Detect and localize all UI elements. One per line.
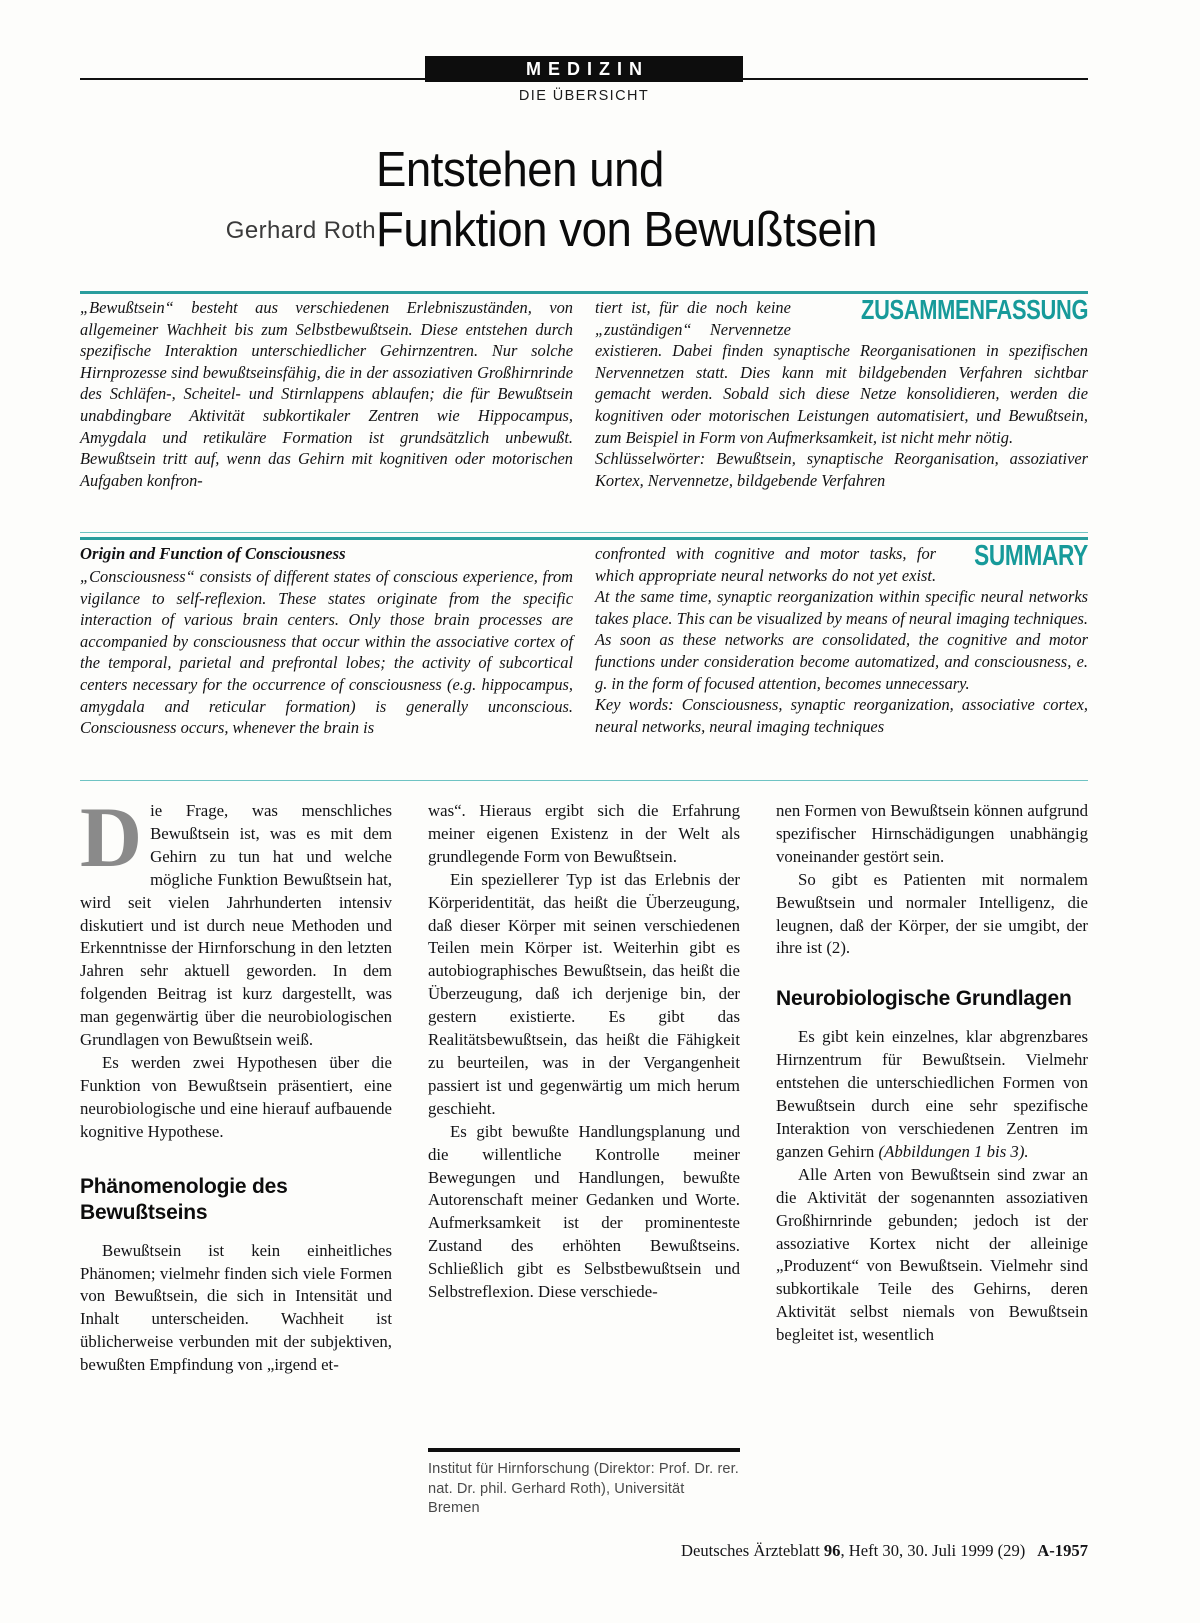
footnote-rule bbox=[428, 1448, 740, 1452]
paragraph: Ein speziellerer Typ ist das Erlebnis der Körperidentität, das heißt die Überzeugung, daß dieser Körper mit seinen verschiedenen Teilen mein Körper ist. Weiterhin gibt es autobiographisches Bewußtsein, das heißt die Überzeugung, daß ich derjenige bin, der gestern existierte. Es gibt das Realitätsbewußtsein, das heißt die Fähigkeit zu beurteilen, was in der Vergangenheit passiert ist und gegenwärtig um mich herum geschieht. bbox=[428, 869, 740, 1118]
drop-cap: D bbox=[80, 789, 143, 885]
paragraph: nen Formen von Bewußtsein können aufgrund spezifischer Hirnschädigungen unabhängig voneinander gestört sein. bbox=[776, 801, 1088, 866]
abstract-en-right-col bbox=[595, 540, 1088, 739]
title-line-2: Funktion von Bewußtsein bbox=[376, 203, 877, 257]
section-heading-phaenomenologie: Phänomenologie des Bewußtseins bbox=[80, 1174, 288, 1224]
folio-number: A-1957 bbox=[1037, 1541, 1088, 1560]
abstract-de-right-col bbox=[595, 294, 1088, 491]
paragraph bbox=[776, 1026, 1088, 1163]
paragraph: was“. Hieraus ergibt sich die Erfahrung meiner eigenen Existenz in der Welt als grundlegende Form von Bewußtsein. bbox=[428, 801, 740, 866]
section-tag: MEDIZIN bbox=[425, 56, 743, 82]
abstract-en-heading: Origin and Function of Consciousness bbox=[80, 544, 346, 563]
institute-footnote bbox=[428, 1448, 740, 1519]
abstract-german bbox=[80, 294, 1088, 491]
page-title bbox=[376, 140, 1088, 260]
abstract-de-bottom-rule bbox=[80, 532, 1088, 533]
article-author: Gerhard Roth bbox=[225, 217, 376, 244]
article-body bbox=[80, 789, 1088, 1500]
abstract-en-right-text: confronted with cognitive and motor tasks, for which appropriate neural networks do not yet exist. At the same time, synaptic reorganization within specific neural networks takes place. This can be visualized by means of neural imaging techniques. As soon as these networks are consolidated, the cognitive and motor functions under consideration become automatized, and consciousness, e. g. in the form of focused attention, becomes unnecessary. bbox=[595, 544, 1088, 693]
zusammenfassung-banner: ZUSAMMENFASSUNG bbox=[860, 294, 1088, 325]
summary-banner: SUMMARY bbox=[974, 540, 1088, 572]
page-footer bbox=[681, 1540, 1088, 1562]
abstract-en-left-col bbox=[80, 543, 573, 739]
paragraph bbox=[80, 789, 392, 1052]
abstract-en-bottom-rule bbox=[80, 780, 1088, 781]
body-column-2 bbox=[428, 800, 740, 1304]
paragraph: So gibt es Patienten mit normalem Bewußtsein und normaler Intelligenz, die leugnen, daß der Körper, der sie umgibt, der ihre ist (2). bbox=[776, 869, 1088, 958]
title-block bbox=[80, 140, 1088, 270]
paragraph-text: ie Frage, was menschliches Bewußtsein ist, was es mit dem Gehirn zu tun hat und welche mögliche Funktion Bewußtsein hat, wird seit vielen Jahrhunderten intensiv diskutiert und ist durch neue Methoden und Erkenntnisse der Hirnforschung in den letzten Jahren sehr aktuell geworden. In dem folgenden Beitrag ist kurz dargestellt, was man gegenwärtig über die neurobiologischen Grundlagen von Bewußtsein weiß. bbox=[80, 801, 392, 1050]
footer-journal: Deutsches Ärzteblatt bbox=[681, 1541, 824, 1560]
abstract-de-keywords: Schlüsselwörter: Bewußtsein, synaptische Reorganisation, assoziativer Kortex, Nervennetze, bildgebende Verfahren bbox=[595, 449, 1088, 490]
section-heading-neurobiologische: Neurobiologische Grundlagen bbox=[776, 987, 1072, 1011]
paragraph: Alle Arten von Bewußtsein sind zwar an die Aktivität der sogenannten assoziativen Großhirnrinde gebunden; jedoch ist der assoziative Kortex nicht der alleinige „Produzent“ von Bewußtsein. Vielmehr sind subkortikale Teile des Gehirns, deren Aktivität selbst niemals von Bewußtsein begleitet ist, wesentlich bbox=[776, 1164, 1088, 1345]
abstract-en-top-rule bbox=[80, 537, 1088, 540]
body-column-1 bbox=[80, 789, 392, 1377]
paragraph: Bewußtsein ist kein einheitliches Phänomen; vielmehr finden sich viele Formen von Bewußtsein, die sich in Intensität und Inhalt unterscheiden. Wachheit ist üblicherweise verbunden mit der subjektiven, bewußten Empfindung von „irgend et- bbox=[80, 1240, 392, 1375]
masthead bbox=[80, 56, 1088, 86]
abstract-de-left-col: „Bewußtsein“ besteht aus verschiedenen Erlebniszuständen, von allgemeiner Wachheit bis zum Selbstbewußtsein. Diese entstehen durch spezifische Interaktion unterschiedlicher Gehirnzentren. Nur solche Hirnprozesse sind bewußtseinsfähig, die in der assoziativen Großhirnrinde des Schläfen-, Scheitel- und Stirnlappens ablaufen; die für Bewußtsein unabdingbare Aktivität subkortikaler Zentren wie Hippocampus, Amygdala und retikuläre Formation ist grundsätzlich unbewußt. Bewußtsein tritt auf, wenn das Gehirn mit kognitiven oder motorischen Aufgaben konfron- bbox=[80, 298, 573, 490]
title-line-1: Entstehen und bbox=[376, 143, 664, 197]
paragraph-text: Es gibt kein einzelnes, klar abgrenzbares Hirnzentrum für Bewußtsein. Vielmehr entstehen die unterschiedlichen Formen von Bewußtsein durch eine sehr spezifische Interaktion von verschiedenen Zentren im ganzen Gehirn bbox=[776, 1027, 1088, 1161]
figure-reference: (Abbildungen 1 bis 3). bbox=[878, 1141, 1029, 1161]
footer-volume: 96 bbox=[823, 1541, 841, 1560]
abstract-en-keywords: Key words: Consciousness, synaptic reorganization, associative cortex, neural networks, neural imaging techniques bbox=[595, 695, 1088, 736]
abstract-en-left-text: „Consciousness“ consists of different states of conscious experience, from vigilance to self-reflexion. These states originate from the specific interaction of various brain centers. Only those brain processes are accompanied by consciousness that occur within the associative cortex of the temporal, parietal and prefrontal lobes; the activity of subcortical centers necessary for the occurrence of consciousness (e.g. hippocampus, amygdala and reticular formation) is generally unconscious. Consciousness occurs, whenever the brain is bbox=[80, 567, 573, 738]
abstract-de-right-text: tiert ist, für die noch keine „zuständigen“ Nervennetze existieren. Dabei finden synaptische Reorganisationen in spezifischen Nervennetzen statt. Dies kann mit bildgebenden Verfahren sichtbar gemacht werden. Sobald sich diese Netze konsolidieren, werden die kognitiven oder motorischen Leistungen automatisiert, und Bewußtsein, zum Beispiel in Form von Aufmerksamkeit, ist nicht mehr nötig. bbox=[595, 298, 1088, 447]
abstract-english bbox=[80, 540, 1088, 739]
paragraph: Es werden zwei Hypothesen über die Funktion von Bewußtsein präsentiert, eine neurobiologische und eine hierauf aufbauende kognitive Hypothese. bbox=[80, 1052, 392, 1141]
page-kicker: DIE ÜBERSICHT bbox=[518, 88, 650, 104]
body-column-3 bbox=[776, 800, 1088, 1347]
footer-issue: , Heft 30, 30. Juli 1999 (29) bbox=[840, 1541, 1026, 1560]
footnote-text: Institut für Hirnforschung (Direktor: Prof. Dr. rer. nat. Dr. phil. Gerhard Roth), Universität Bremen bbox=[428, 1461, 739, 1517]
paragraph: Es gibt bewußte Handlungsplanung und die willentliche Kontrolle meiner Bewegungen und Handlungen, bewußte Autorenschaft meiner Gedanken und Worte. Aufmerksamkeit ist der prominenteste Zustand des erhöhten Bewußtseins. Schließlich gibt es Selbstbewußtsein und Selbstreflexion. Diese verschiede- bbox=[428, 1121, 740, 1302]
